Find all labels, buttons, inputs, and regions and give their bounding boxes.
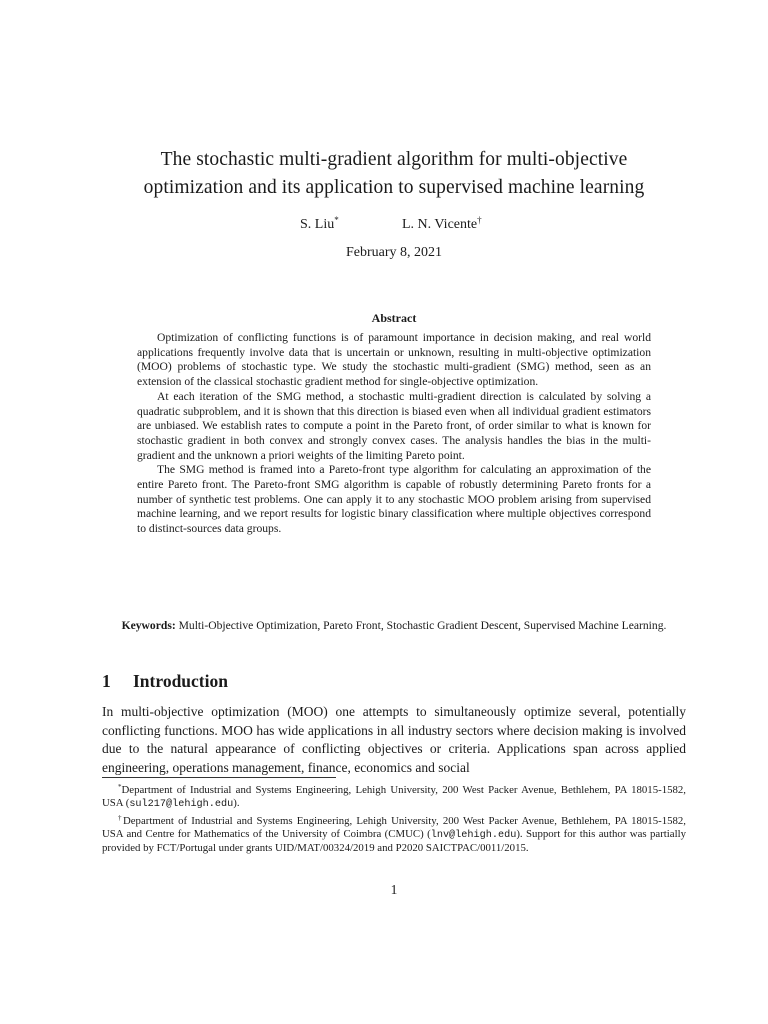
author-2-footnote-mark: †	[477, 215, 482, 225]
footnote-2-email: lnv@lehigh.edu	[430, 829, 517, 841]
section-title: Introduction	[133, 671, 228, 691]
footnote-1-text: Department of Industrial and Systems Engineering, Lehigh University, 200 West Packer Avenue, Bethlehem, PA 18015-1582, USA (	[102, 784, 686, 810]
author-1	[300, 215, 339, 233]
author-1-name: S. Liu	[300, 217, 335, 232]
footnote-2-text-end: ). Support for this author was partially provided by FCT/Portugal under grants UID/MAT/00324/2019 and P2020 SAICTPAC/0011/2015.	[102, 827, 686, 855]
paper-title	[100, 146, 688, 202]
title-line-2: optimization and its application to supervised machine learning	[143, 177, 645, 198]
footnote-1-mark: *	[118, 783, 122, 791]
introduction-paragraph: In multi-objective optimization (MOO) one attempts to simultaneously optimize several, potentially conflicting functions. MOO has wide applications in all industry sectors where decision making is involved due to the natural appearance of conflicting objectives or criteria. Applications span across applied engineering, operations management, finance, economics and social	[102, 704, 686, 775]
footnote-1	[102, 781, 686, 812]
keywords-text: Multi-Objective Optimization, Pareto Front, Stochastic Gradient Descent, Supervised Machine Learning.	[178, 619, 667, 632]
author-1-footnote-mark: *	[334, 215, 339, 225]
footnote-2	[102, 812, 686, 856]
section-number: 1	[102, 671, 111, 691]
keywords-label: Keywords:	[121, 619, 176, 632]
footnote-divider	[102, 777, 336, 778]
footnote-1-text-end: ).	[233, 797, 240, 810]
page-number: 1	[390, 882, 398, 897]
footnote-1-email: sul217@lehigh.edu	[129, 799, 234, 811]
abstract-heading: Abstract	[371, 311, 417, 325]
author-2	[402, 215, 482, 233]
footnote-2-mark: †	[118, 813, 123, 822]
abstract-body	[137, 331, 651, 537]
title-line-1: The stochastic multi-gradient algorithm for multi-objective	[160, 149, 628, 170]
footnotes	[102, 781, 686, 855]
introduction-body	[102, 703, 686, 777]
section-heading	[102, 671, 228, 692]
publication-date: February 8, 2021	[345, 245, 443, 260]
abstract-paragraph-1: Optimization of conflicting functions is of paramount importance in decision making, and real world applications frequently involve data that is uncertain or unknown, resulting in multi-objective optimization (MOO) problems of stochastic type. We study the stochastic multi-gradient (SMG) method, seen as an extension of the classical stochastic gradient method for single-objective optimization.	[137, 331, 651, 389]
keywords	[115, 619, 673, 634]
author-2-name: L. N. Vicente	[402, 217, 478, 232]
footnote-2-text: Department of Industrial and Systems Engineering, Lehigh University, 200 West Packer Avenue, Bethlehem, PA 18015-1582, USA and Centre for Mathematics of the University of Coimbra (CMUC) (	[102, 814, 686, 840]
abstract-paragraph-2: At each iteration of the SMG method, a stochastic multi-gradient direction is calculated by solving a quadratic subproblem, and it is shown that this direction is biased even when all individual gradient estimators are unbiased. We establish rates to compute a point in the Pareto front, of order similar to what is known for stochastic gradient in both convex and strongly convex cases. The analysis handles the bias in the multi-gradient and the unknown a priori weights of the limiting Pareto point.	[137, 389, 651, 462]
abstract-paragraph-3: The SMG method is framed into a Pareto-front type algorithm for calculating an approximation of the entire Pareto front. The Pareto-front SMG algorithm is capable of robustly determining Pareto fronts for a number of synthetic test problems. One can apply it to any stochastic MOO problem arising from supervised machine learning, and we report results for logistic binary classification where multiple objectives correspond to distinct-sources data groups.	[137, 463, 651, 536]
